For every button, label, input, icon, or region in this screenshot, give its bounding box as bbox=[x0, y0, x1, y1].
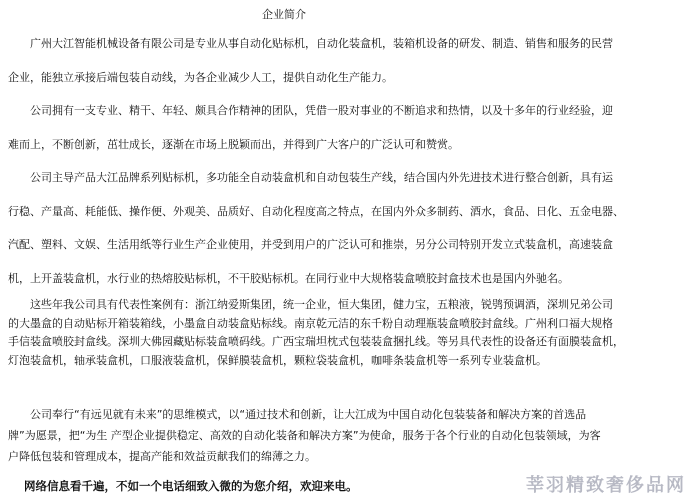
intro-section bbox=[8, 37, 690, 305]
site-watermark: 莘羽精致奢侈品网 bbox=[526, 475, 686, 496]
intro-line: 机，上开盖装盒机，水行业的热熔胶贴标机，不干胶贴标机。在同行业中大规格装盒喷胶封盒技术也是国内外驰名。 bbox=[8, 271, 569, 285]
vision-line: 户降低包装和管理成本，提高产能和效益贡献我们的绵薄之力。 bbox=[8, 450, 316, 463]
contact-call-to-action: 网络信息看千遍，不如一个电话细致入微的为您介绍，欢迎来电。 bbox=[24, 479, 358, 493]
cases-line: 这些年我公司具有代表性案例有：浙江纳爱斯集团，统一企业，恒大集团，健力宝，五粮液，锐鸮预调酒，深圳兄弟公司 bbox=[8, 298, 613, 311]
intro-line: 企业，能独立承接后端包装自动线，为各企业减少人工，提供自动化生产能力。 bbox=[8, 70, 393, 84]
page-title: 企业简介 bbox=[262, 8, 306, 21]
intro-line: 公司主导产品大江品牌系列贴标机，多功能全自动装盒机和自动包装生产线，结合国内外先进技术进行整合创新，具有运 bbox=[8, 171, 613, 184]
vision-section bbox=[8, 408, 690, 471]
cases-line: 手信装盒喷胶封盒线。深圳大佛园藏贴标装盒喷码线。广西宝瑞坦枕式包装装盒捆扎线。等另具代表性的设备还有面膜装盒机， bbox=[8, 335, 624, 349]
cases-line: 灯泡装盒机，轴承装盒机，口服液装盒机，保鲜膜装盒机，颗粒袋装盒机，咖啡条装盒机等一系列专业装盒机。 bbox=[8, 353, 547, 367]
vision-line: 牌”为愿景，把“为生 产型企业提供稳定、高效的自动化装备和解决方案”为使命，服务于各个行业的自动化包装领域，为客 bbox=[8, 429, 601, 442]
intro-line: 难而上，不断创新，茁壮成长，逐渐在市场上脱颖而出，并得到广大客户的广泛认可和赞赏。 bbox=[8, 137, 459, 151]
intro-line: 行稳、产量高、耗能低、操作便、外观美、品质好、自动化程度高之特点，在国内外众多制药、酒水，食品、日化、五金电器、 bbox=[8, 204, 624, 218]
cases-section bbox=[8, 298, 690, 372]
cases-line: 的大墨盒的自动贴标开箱装箱线，小墨盒自动装盒贴标线。南京乾元洁的东千粉自动理瓶装盒喷胶封盒线。广州利口福大规格 bbox=[8, 316, 613, 330]
intro-line: 公司拥有一支专业、精干、年轻、颇具合作精神的团队，凭借一股对事业的不断追求和热情，以及十多年的行业经验，迎 bbox=[8, 104, 613, 117]
intro-line: 广州大江智能机械设备有限公司是专业从事自动化贴标机，自动化装盒机，装箱机设备的研发、制造、销售和服务的民营 bbox=[8, 37, 613, 50]
vision-line: 公司奉行“有远见就有未来”的思维模式，以“通过技术和创新，让大江成为中国自动化包装装备和解决方案的首选品 bbox=[8, 408, 587, 421]
intro-line: 汽配、塑料、文娱、生活用纸等行业生产企业使用，并受到用户的广泛认可和推崇，另分公司特别开发立式装盒机，高速装盒 bbox=[8, 238, 613, 251]
